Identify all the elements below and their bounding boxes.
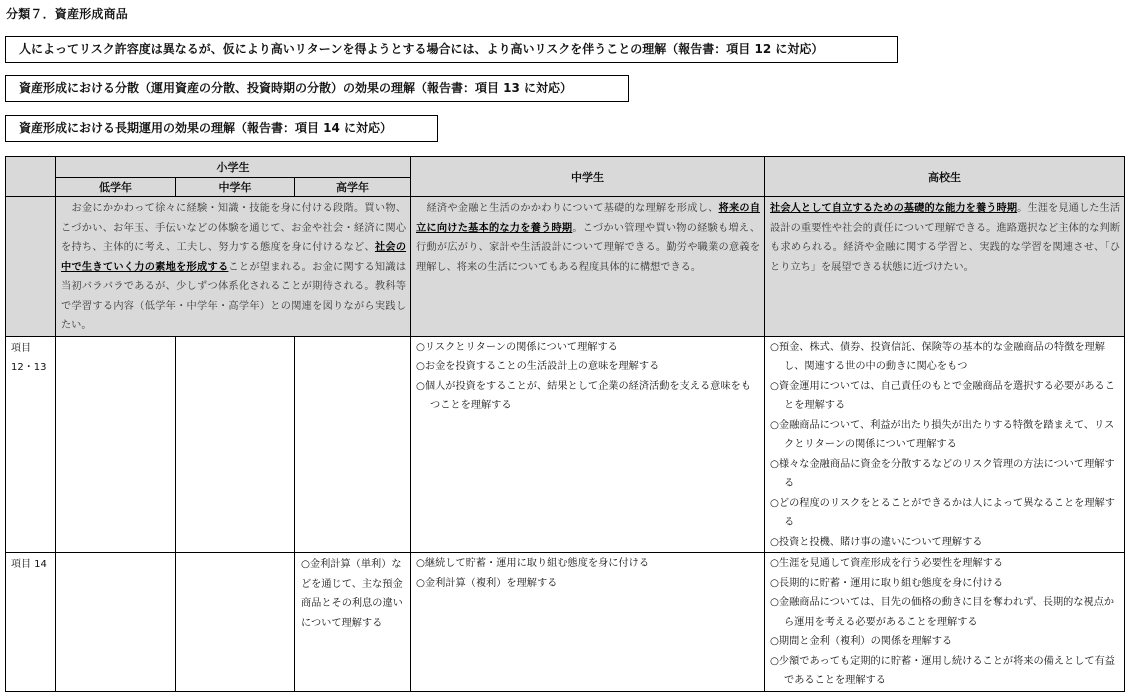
list-item: ○個人が投資をすることが、結果として企業の経済活動を支える意味をもつことを理解する	[416, 380, 751, 411]
header-junior-high: 中学生	[411, 157, 765, 197]
list-item: ○様々な金融商品に資金を分散するなどのリスク管理の方法について理解する	[770, 458, 1115, 489]
header-lower-grade: 低学年	[56, 178, 176, 197]
list-item: ○少額であっても定期的に貯蓄・運用し続けることが将来の備えとして有益であることを理解する	[770, 655, 1115, 686]
cell-r1-junior-high	[411, 336, 765, 553]
topic-box-2: 資産形成における分散（運用資産の分散、投資時期の分散）の効果の理解（報告書：項目 13 に対応）	[5, 75, 629, 102]
list-item: ○どの程度のリスクをとることができるかは人によって異なることを理解する	[770, 497, 1115, 528]
header-high-school: 高校生	[765, 157, 1125, 197]
cell-r2-junior-high	[411, 553, 765, 692]
cell-r1-lower	[56, 336, 176, 553]
list-item: ○継続して貯蓄・運用に取り組む態度を身に付ける	[416, 558, 650, 569]
desc-junior-high-emphasis: 将来の自立に向けた基本的な力を養う時期	[416, 203, 761, 234]
cell-r2-lower	[56, 553, 176, 692]
cell-r2-high-school	[765, 553, 1125, 692]
cell-r1-upper	[295, 336, 411, 553]
cell-r1-middle	[176, 336, 295, 553]
desc-high-school-emphasis: 社会人として自立するための基礎的な能力を養う時期	[770, 203, 1018, 214]
list-item: ○生涯を見通して資産形成を行う必要性を理解する	[770, 558, 1004, 569]
page-title: 分類７．資産形成商品	[6, 7, 129, 21]
list-item: ○期間と金利（複利）の関係を理解する	[770, 636, 953, 647]
list-item: ○金融商品については、目先の価格の動きに目を奪われず、長期的な視点から運用を考える必要があることを理解する	[770, 597, 1115, 628]
desc-elementary-emphasis: 社会の中で生きていく力の素地を形成する	[61, 242, 407, 273]
desc-junior-high: 経済や金融と生活のかかわりについて基礎的な理解を形成し、将来の自立に向けた基本的な力を養う時期。こづかい管理や買い物の経験も増え、行動が広がり、家計や生活設計について理解できる。勤労や職業の意義を理解し、将来の生活についてもある程度具体的に構想できる。	[411, 197, 765, 337]
list-item: ○金融商品について、利益が出たり損失が出たりする特徴を踏まえて、リスクとリターンの関係について理解する	[770, 419, 1115, 450]
topic-box-1: 人によってリスク許容度は異なるが、仮により高いリターンを得ようとする場合には、より高いリスクを伴うことの理解（報告書：項目 12 に対応）	[5, 36, 898, 63]
list-item: ○リスクとリターンの関係について理解する	[416, 341, 618, 353]
desc-high-school: 社会人として自立するための基礎的な能力を養う時期。生涯を見通した生活設計の重要性や社会的責任について理解できる。進路選択など主体的な判断も求められる。経済や金融に関する学習と、実践的な学習を関連させ、「ひとり立ち」を展望できる状態に近づけたい。	[765, 197, 1125, 337]
list-item: ○金利計算（複利）を理解する	[416, 577, 558, 589]
header-elementary: 小学生	[56, 157, 411, 178]
desc-elementary: お金にかかわって徐々に経験・知識・技能を身に付ける段階。買い物、こづかい、お年玉、手伝いなどの体験を通じて、お金や社会・経済に関心を持ち、主体的に考え、工夫し、努力する態度を身に付けるなど、社会の中で生きていく力の素地を形成することが望まれる。お金に関する知識は当初バラバラであるが、少しずつ体系化されることが期待される。教科等で学習する内容（低学年・中学年・高学年）との関連を図りながら実践したい。	[56, 197, 411, 337]
list-item: ○長期的に貯蓄・運用に取り組む態度を身に付ける	[770, 577, 1004, 589]
desc-corner	[6, 197, 56, 337]
header-upper-grade: 高学年	[295, 178, 411, 197]
header-middle-grade: 中学年	[176, 178, 295, 197]
cell-r1-high-school	[765, 336, 1125, 553]
curriculum-table	[5, 156, 1125, 692]
row-label-12-13: 項目 12・13	[6, 336, 56, 553]
list-item: ○預金、株式、債券、投資信託、保険等の基本的な金融商品の特徴を理解し、関連する世の中の動きに関心をもつ	[770, 341, 1105, 372]
list-item: ○お金を投資することの生活設計上の意味を理解する	[416, 361, 660, 372]
cell-r2-upper: ○金利計算（単利）などを通じて、主な預金商品とその利息の違いについて理解する	[295, 553, 411, 692]
topic-box-3: 資産形成における長期運用の効果の理解（報告書：項目 14 に対応）	[5, 115, 438, 142]
list-item: ○投資と投機、賭け事の違いについて理解する	[770, 536, 983, 548]
list-item: ○資金運用については、自己責任のもとで金融商品を選択する必要があることを理解する	[770, 380, 1115, 411]
row-label-14: 項目 14	[6, 553, 56, 692]
header-corner	[6, 157, 56, 197]
cell-r2-middle	[176, 553, 295, 692]
